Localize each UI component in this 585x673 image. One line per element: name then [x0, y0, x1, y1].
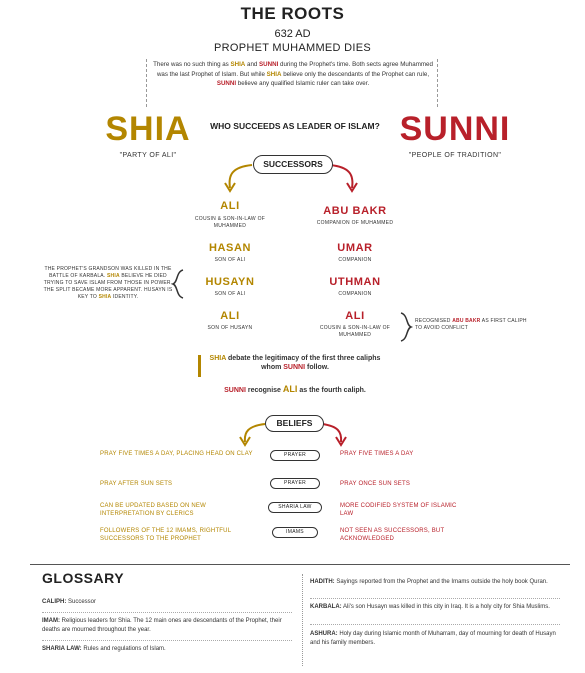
- note-text: AS FIRST CALIPH TO AVOID CONFLICT: [415, 318, 527, 331]
- debate-sunni: SUNNI: [283, 364, 306, 371]
- ali-recognition-note: [415, 318, 535, 332]
- successor-name: UTHMAN: [329, 276, 381, 288]
- intro-text: and: [245, 61, 260, 68]
- glossary-entry-karbala: [310, 603, 560, 612]
- glossary-divider: [30, 564, 570, 565]
- intro-text: believe only the descendants of the Prophet can rule,: [281, 70, 430, 78]
- note-shia: SHIA: [107, 273, 120, 279]
- glossary-entry-caliph: [42, 598, 292, 607]
- belief-shia-1: PRAY FIVE TIMES A DAY, PLACING HEAD ON CLAY: [100, 451, 253, 457]
- shia-meaning: "PARTY OF ALI": [119, 152, 177, 159]
- glossary-term: IMAM:: [42, 618, 60, 624]
- intro-sunni: SUNNI: [216, 80, 237, 87]
- debate-sunni: SUNNI: [224, 387, 246, 394]
- glossary-def: Sayings reported from the Prophet and the Imams outside the holy book Quran.: [334, 579, 548, 585]
- glossary-separator: [42, 640, 292, 641]
- sunni-successor-ali: [300, 310, 410, 339]
- shia-successor-ali: [180, 200, 280, 230]
- event-heading: PROPHET MUHAMMED DIES: [213, 42, 372, 54]
- shia-heading: SHIA: [105, 110, 191, 148]
- debate-body: debate the legitimacy of the first three caliphs whom: [226, 355, 381, 371]
- glossary-def: Religious leaders for Shia. The 12 main ones are descendants of the Prophet, their deaths are mourned throughout the year.: [42, 618, 282, 633]
- intro-sunni: SUNNI: [259, 61, 279, 68]
- glossary-term: HADITH:: [310, 579, 335, 585]
- glossary-separator: [310, 624, 560, 625]
- glossary-entry-hadith: [310, 578, 560, 587]
- belief-topic-2: PRAYER: [270, 478, 320, 489]
- glossary-entry-ashura: [310, 630, 560, 648]
- note-text: THE PROPHET'S GRANDSON WAS KILLED IN THE BATTLE OF KARBALA.: [44, 266, 172, 279]
- sunni-heading: SUNNI: [399, 110, 511, 148]
- glossary-def: Rules and regulations of Islam.: [81, 646, 166, 652]
- belief-topic-4: IMAMS: [272, 527, 318, 538]
- note-text: IDENTITY.: [111, 294, 139, 300]
- debate-body: recognise: [245, 387, 283, 394]
- glossary-def: Holy day during Islamic month of Muharram, day of mourning for death of Husayn and his family members.: [310, 631, 556, 646]
- successor-name: ALI: [220, 200, 240, 212]
- belief-topic-3: SHARIA LAW: [268, 502, 322, 513]
- sunni-meaning: "PEOPLE OF TRADITION": [408, 152, 502, 159]
- intro-shia: SHIA: [266, 70, 282, 78]
- glossary-term: KARBALA:: [310, 604, 342, 610]
- debate-marker: [198, 355, 201, 377]
- note-shia: SHIA: [98, 294, 112, 300]
- successor-name: HUSAYN: [205, 276, 255, 288]
- sunni-successor-uthman: [300, 276, 410, 298]
- belief-sunni-2: PRAY ONCE SUN SETS: [340, 481, 411, 487]
- successor-name: ABU BAKR: [323, 205, 387, 217]
- glossary-entry-sharia-law: [42, 645, 292, 654]
- successor-name: HASAN: [208, 242, 252, 254]
- recognition-text: [200, 385, 390, 395]
- debate-shia: SHIA: [209, 355, 227, 362]
- year: 632 AD: [274, 28, 311, 40]
- successor-name: UMAR: [337, 242, 373, 254]
- successor-role: SON OF HUSAYN: [207, 325, 253, 331]
- debate-ali: ALI: [282, 384, 298, 394]
- glossary-column-divider: [302, 574, 303, 666]
- belief-shia-4: FOLLOWERS OF THE 12 IMAMS, RIGHTFUL SUCCESSORS TO THE PROPHET: [100, 528, 232, 542]
- sunni-successor-abu-bakr: [300, 205, 410, 227]
- debate-body: follow.: [305, 364, 329, 371]
- successors-pill: SUCCESSORS: [253, 155, 333, 174]
- shia-successor-hasan: [180, 242, 280, 264]
- belief-shia-2: PRAY AFTER SUN SETS: [100, 481, 173, 487]
- belief-shia-3: CAN BE UPDATED BASED ON NEW INTERPRETATION BY CLERICS: [100, 503, 206, 517]
- note-text: BELIEVE HE DIED TRYING TO SAVE ISLAM FROM THOSE IN POWER. THE SPLIT BECAME MORE APPARENT. HUSAYN IS KEY TO: [43, 273, 173, 300]
- successor-role: COMPANION: [338, 291, 372, 297]
- sunni-successor-umar: [300, 242, 410, 264]
- note-abu-bakr: ABU BAKR: [452, 318, 481, 324]
- glossary-term: CALIPH:: [42, 599, 67, 605]
- intro-text: There was no such thing as: [153, 61, 231, 68]
- page-title: THE ROOTS: [240, 4, 345, 23]
- husayn-note: [42, 266, 174, 301]
- successor-role: COMPANION: [338, 257, 372, 263]
- successor-role: SON OF ALI: [214, 291, 246, 297]
- intro-text: believe any qualified Islamic ruler can take over.: [236, 80, 370, 87]
- glossary-term: SHARIA LAW:: [42, 646, 82, 652]
- beliefs-pill: BELIEFS: [265, 415, 324, 432]
- successor-name: ALI: [220, 310, 240, 322]
- glossary-separator: [310, 598, 560, 599]
- belief-sunni-4: NOT SEEN AS SUCCESSORS, BUT ACKNOWLEDGED: [340, 528, 445, 542]
- glossary-entry-imam: [42, 617, 294, 635]
- question: WHO SUCCEEDS AS LEADER OF ISLAM?: [210, 121, 380, 131]
- successor-role: COUSIN & SON-IN-LAW OF MUHAMMED: [319, 325, 391, 338]
- glossary-def: Successor: [66, 599, 97, 605]
- glossary-term: ASHURA:: [310, 631, 338, 637]
- belief-sunni-3: MORE CODIFIED SYSTEM OF ISLAMIC LAW: [340, 503, 457, 517]
- belief-sunni-1: PRAY FIVE TIMES A DAY: [340, 451, 414, 457]
- successor-role: COUSIN & SON-IN-LAW OF MUHAMMED: [194, 216, 266, 229]
- shia-successor-husayn: [180, 276, 280, 298]
- successor-role: COMPANION OF MUHAMMED: [316, 220, 394, 226]
- belief-topic-1: PRAYER: [270, 450, 320, 461]
- debate-body: as the fourth caliph.: [297, 387, 366, 394]
- glossary-separator: [42, 612, 292, 613]
- glossary-title: GLOSSARY: [42, 570, 125, 586]
- intro-text: during the Prophet's time. Both sects agree Muhammed was the last Prophet of Islam. But while: [156, 61, 433, 78]
- intro-shia: SHIA: [230, 61, 246, 68]
- successor-name: ALI: [345, 310, 365, 322]
- note-text: RECOGNISED: [415, 318, 453, 324]
- shia-successor-ali-ii: [180, 310, 280, 332]
- successor-role: SON OF ALI: [214, 257, 246, 263]
- debate-text: [205, 354, 385, 372]
- glossary-def: Ali's son Husayn was killed in this city in Iraq. It is a holy city for Shia Muslims.: [341, 604, 550, 610]
